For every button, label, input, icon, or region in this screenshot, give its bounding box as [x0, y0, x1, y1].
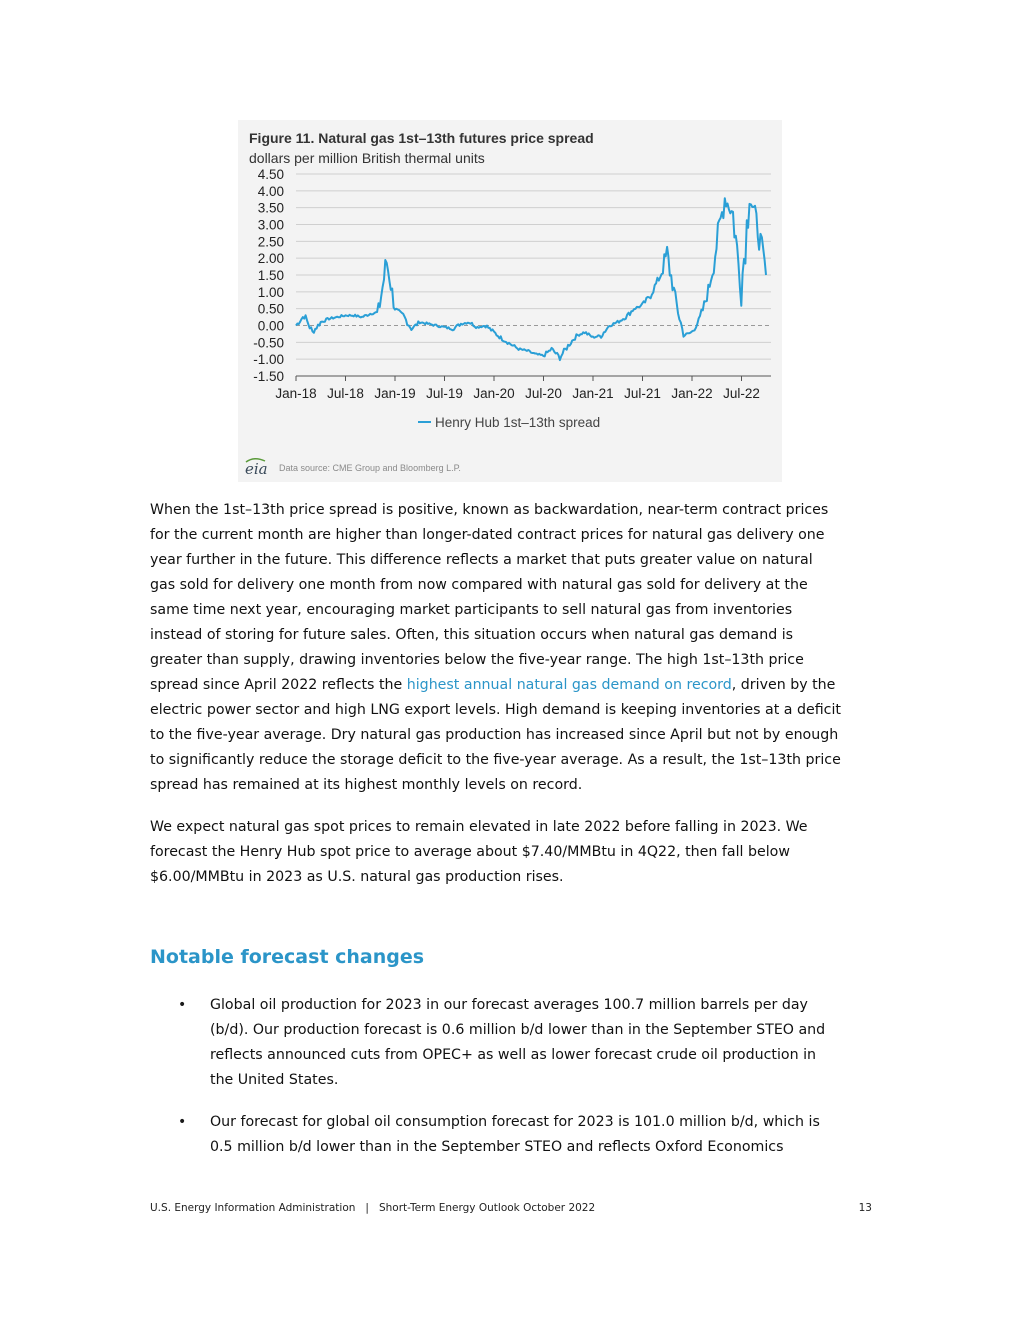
y-tick-label: 0.50: [257, 301, 284, 317]
section-heading: Notable forecast changes: [150, 946, 425, 968]
paragraph-line: to significantly reduce the storage deficit to the five-year average. As a result, the 1st–13th price: [150, 752, 841, 768]
paragraph-line: to the five-year average. Dry natural gas production has increased since April but not by enough: [150, 727, 839, 743]
x-tick-label: Jul-18: [327, 386, 364, 401]
paragraph-line: gas sold for delivery one month from now compared with natural gas sold for delivery at the: [150, 577, 808, 593]
paragraph-text: spread since April 2022 reflects the: [150, 677, 407, 693]
eia-logo-text: eia: [245, 460, 268, 478]
bullet-icon: •: [178, 1114, 187, 1130]
paragraph-line: spread has remained at its highest monthly levels on record.: [150, 777, 583, 793]
series-line-henry-hub: [296, 198, 766, 360]
bullet-text: [210, 1110, 872, 1160]
bullet-line: Global oil production for 2023 in our forecast averages 100.7 million barrels per day: [210, 997, 808, 1013]
page-number: 13: [858, 1202, 872, 1214]
y-tick-label: 4.50: [257, 167, 284, 182]
y-axis-ticks: [253, 167, 284, 384]
paragraph-line-with-link: [150, 673, 872, 698]
y-tick-label: 1.00: [257, 284, 284, 300]
figure-subtitle: dollars per million British thermal units: [249, 150, 485, 166]
bullet-line: the United States.: [210, 1072, 339, 1088]
paragraph-line: electric power sector and high LNG export levels. High demand is keeping inventories at a deficit: [150, 702, 841, 718]
paragraph-backwardation: [150, 498, 872, 798]
y-tick-label: -1.00: [253, 352, 284, 368]
legend: [418, 415, 600, 430]
paragraph-line: year further in the future. This difference reflects a market that puts greater value on natural: [150, 552, 813, 568]
grid-lines: [296, 174, 771, 376]
y-tick-label: 2.00: [257, 251, 284, 267]
paragraph-line: We expect natural gas spot prices to remain elevated in late 2022 before falling in 2023. We: [150, 819, 808, 835]
x-tick-label: Jan-20: [473, 386, 515, 401]
paragraph-line: instead of storing for future sales. Often, this situation occurs when natural gas demand is: [150, 627, 794, 643]
paragraph-line: $6.00/MMBtu in 2023 as U.S. natural gas production rises.: [150, 869, 564, 885]
bullet-line: Our forecast for global oil consumption forecast for 2023 is 101.0 million b/d, which is: [210, 1114, 820, 1130]
x-tick-label: Jan-22: [671, 386, 713, 401]
paragraph-line: for the current month are higher than longer-dated contract prices for natural gas delivery one: [150, 527, 825, 543]
paragraph-text: , driven by the: [731, 677, 836, 693]
bullet-line: reflects announced cuts from OPEC+ as well as lower forecast crude oil production in: [210, 1047, 817, 1063]
x-tick-label: Jan-18: [275, 386, 317, 401]
data-source-note: Data source: CME Group and Bloomberg L.P.: [279, 463, 461, 473]
demand-record-link[interactable]: highest annual natural gas demand on record: [406, 677, 732, 693]
bullet-line: (b/d). Our production forecast is 0.6 million b/d lower than in the September STEO and: [210, 1022, 826, 1038]
paragraph-line: forecast the Henry Hub spot price to average about $7.40/MMBtu in 4Q22, then fall below: [150, 844, 790, 860]
y-tick-label: 4.00: [257, 183, 284, 199]
bullet-text: [210, 993, 872, 1093]
y-tick-label: 3.00: [257, 217, 284, 233]
eia-logo: [245, 459, 268, 478]
bullet-icon: •: [178, 997, 187, 1013]
figure-11: [238, 120, 782, 482]
x-axis-ticks: [275, 376, 771, 401]
figure-title: Figure 11. Natural gas 1st–13th futures price spread: [249, 130, 594, 146]
x-tick-label: Jul-22: [723, 386, 760, 401]
y-tick-label: -1.50: [253, 369, 284, 384]
paragraph-line: greater than supply, drawing inventories below the five-year range. The high 1st–13th price: [150, 652, 804, 668]
x-tick-label: Jul-19: [426, 386, 463, 401]
y-tick-label: 1.50: [257, 268, 284, 283]
paragraph-spot-prices: [150, 815, 872, 890]
y-tick-label: 0.00: [257, 318, 284, 334]
bullet-line: 0.5 million b/d lower than in the September STEO and reflects Oxford Economics: [210, 1139, 784, 1155]
y-tick-label: 3.50: [257, 200, 284, 216]
y-tick-label: 2.50: [257, 234, 284, 250]
y-tick-label: -0.50: [253, 335, 284, 351]
x-tick-label: Jan-19: [374, 386, 416, 401]
x-tick-label: Jan-21: [572, 386, 614, 401]
x-tick-label: Jul-20: [525, 386, 562, 401]
legend-label: Henry Hub 1st–13th spread: [435, 415, 601, 430]
x-tick-label: Jul-21: [624, 386, 661, 401]
paragraph-line: same time next year, encouraging market participants to sell natural gas from inventories: [150, 602, 793, 618]
page-footer: [150, 1202, 872, 1218]
paragraph-line: When the 1st–13th price spread is positive, known as backwardation, near-term contract prices: [150, 502, 829, 518]
footer-source: U.S. Energy Information Administration | Short-Term Energy Outlook October 2022: [150, 1202, 596, 1214]
spread-chart: [238, 120, 782, 482]
